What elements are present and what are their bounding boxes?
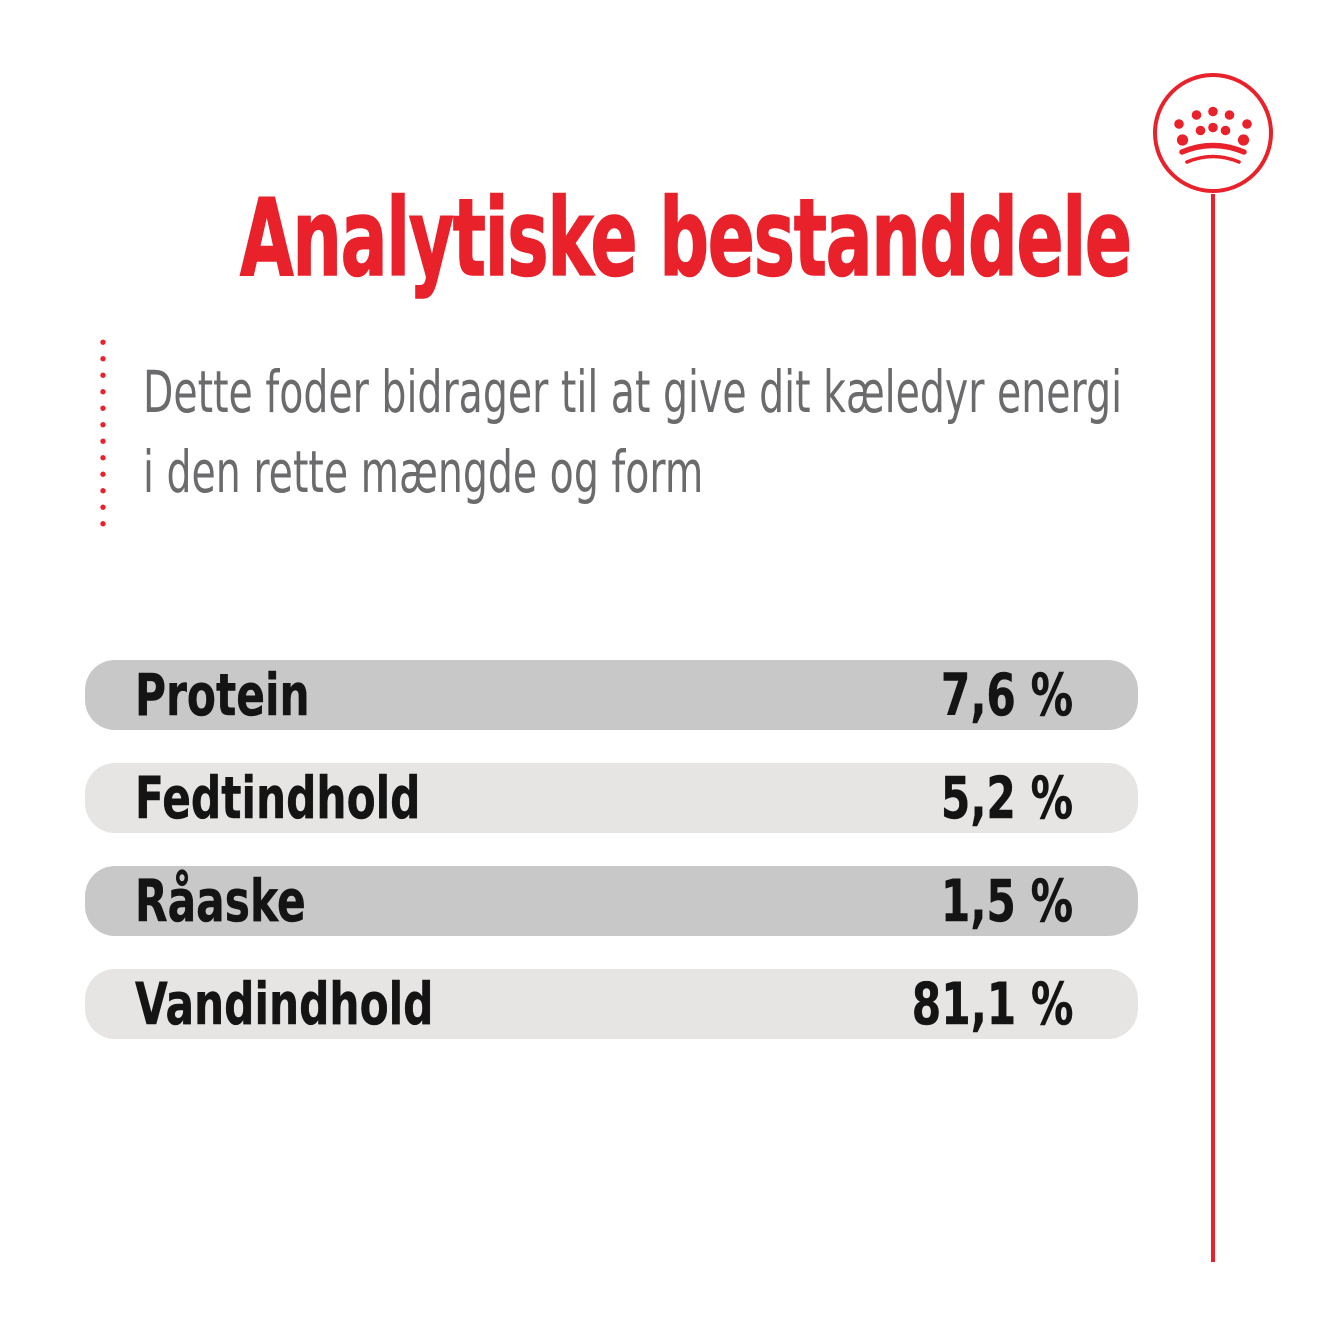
dotted-red-rule [100,334,106,532]
table-row [85,763,1138,833]
row-label: Vandindhold [135,970,434,1038]
table-row [85,866,1138,936]
description [143,352,1320,512]
row-label: Fedtindhold [135,764,421,832]
royal-canin-logo [1149,69,1277,197]
description-line: i den rette mængde og form [143,438,704,506]
row-value: 81,1 % [911,970,1073,1038]
row-label: Råaske [135,867,306,935]
page-title [0,176,1256,301]
page-title-text: Analytiske bestanddele [239,176,1131,301]
description-line: Dette foder bidrager til at give dit kæledyr energi [143,358,1123,426]
analytical-constituents-table [85,660,1138,1072]
table-row [85,969,1138,1039]
row-value: 5,2 % [940,764,1073,832]
table-row [85,660,1138,730]
crown-icon [1149,69,1277,197]
row-value: 1,5 % [940,867,1073,935]
row-label: Protein [135,661,310,729]
row-value: 7,6 % [940,661,1073,729]
